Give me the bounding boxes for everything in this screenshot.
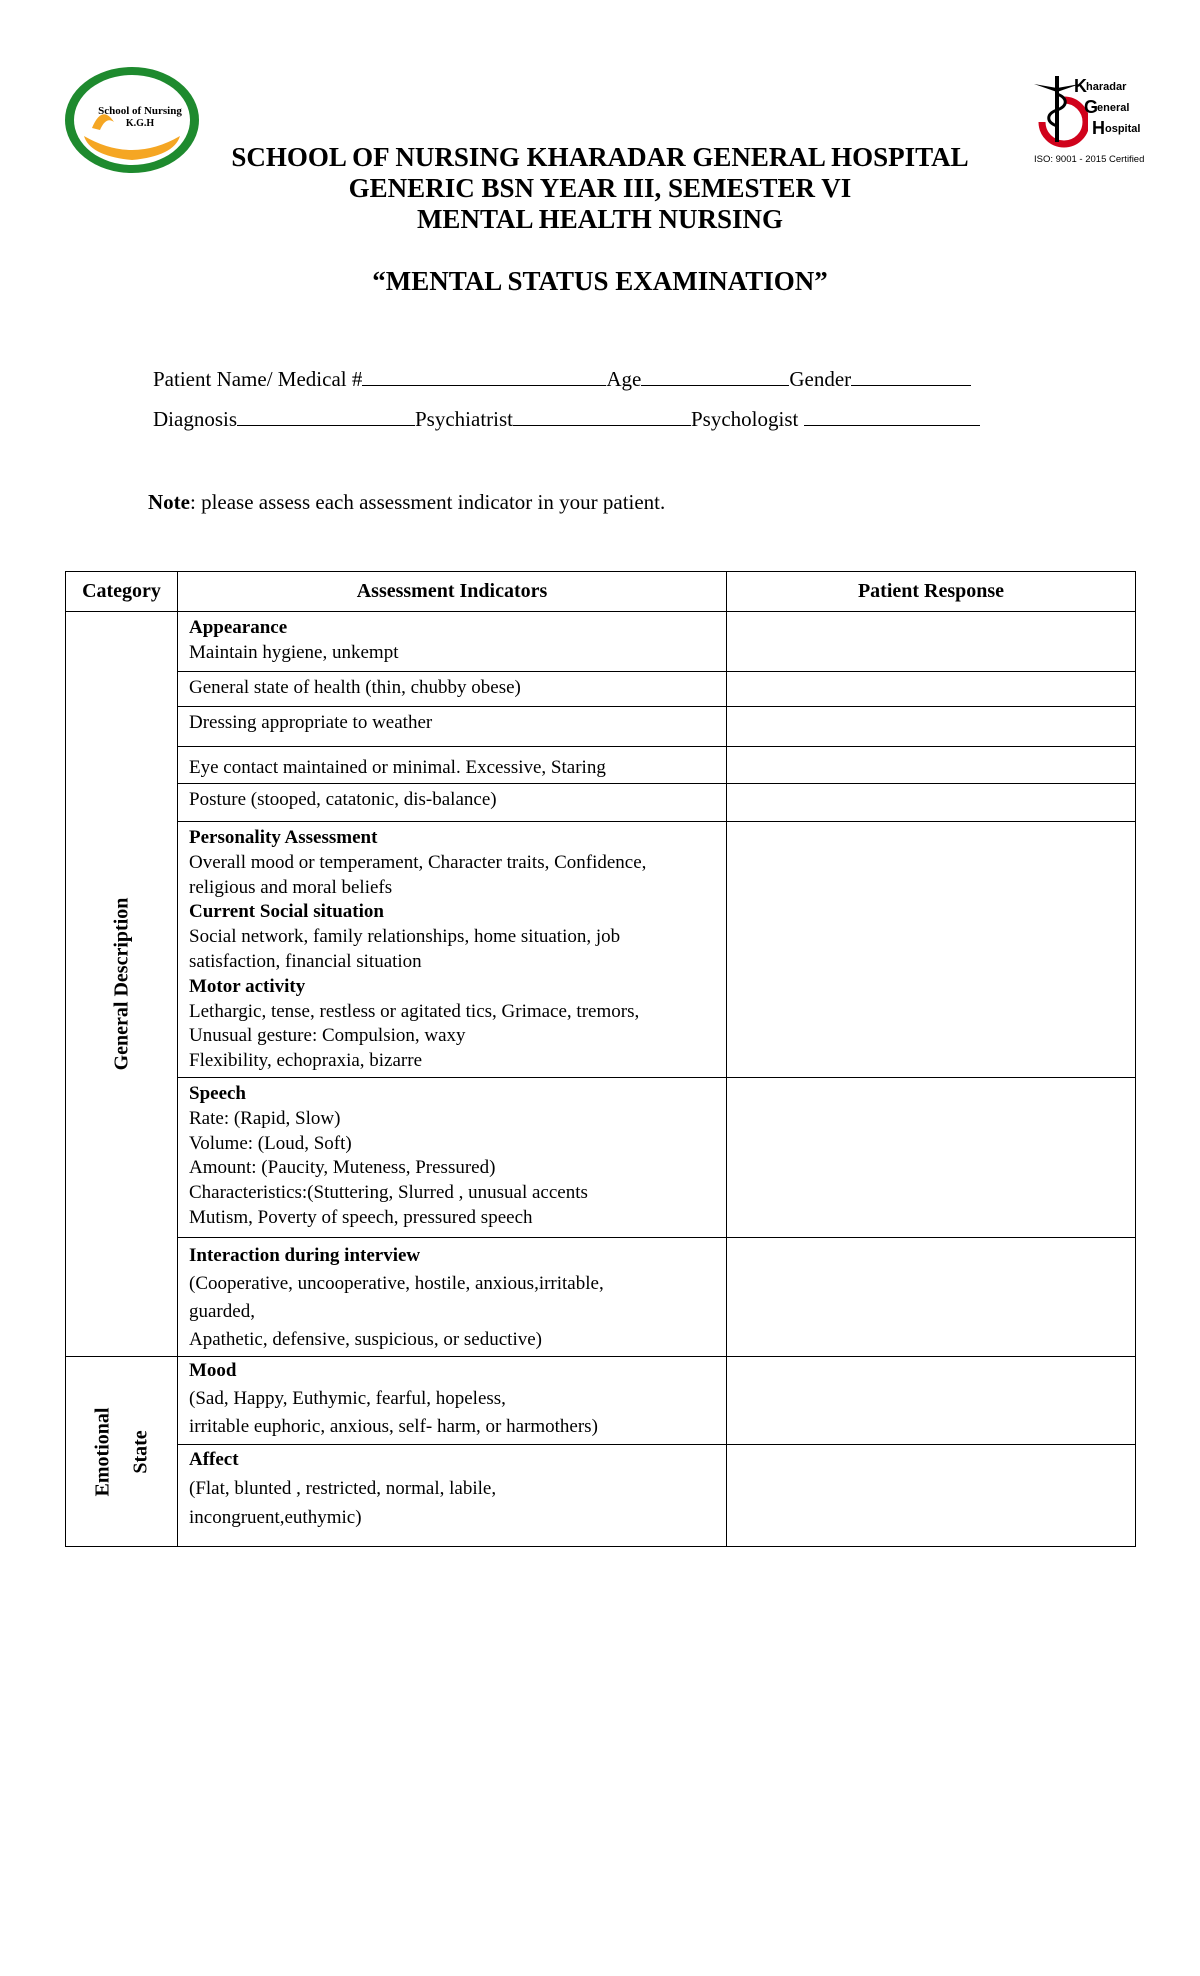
table-row bbox=[66, 612, 1136, 672]
indicator-cell bbox=[178, 1357, 727, 1445]
header-course: MENTAL HEALTH NURSING bbox=[416, 204, 784, 234]
indicator-cell bbox=[178, 1445, 727, 1547]
indicator-line: Dressing appropriate to weather bbox=[189, 712, 433, 733]
indicator-cell bbox=[178, 707, 727, 747]
document-title: “MENTAL STATUS EXAMINATION” bbox=[372, 266, 828, 296]
indicator-title: Personality Assessment bbox=[189, 827, 378, 848]
table-row bbox=[66, 1078, 1136, 1238]
category-general-label: General Description bbox=[110, 897, 132, 1071]
indicator-line: irritable euphoric, anxious, self- harm, or harmothers) bbox=[189, 1416, 598, 1437]
indicator-line: (Cooperative, uncooperative, hostile, anxious,irritable, bbox=[189, 1273, 604, 1294]
indicator-line: Lethargic, tense, restless or agitated tics, Grimace, tremors, bbox=[189, 1000, 640, 1022]
category-emotional-label-2: State bbox=[129, 1429, 151, 1474]
table-row bbox=[66, 707, 1136, 747]
indicator-line: Eye contact maintained or minimal. Excessive, Staring bbox=[189, 757, 606, 778]
indicator-line: Characteristics:(Stuttering, Slurred , unusual accents bbox=[189, 1182, 588, 1204]
logo-word-ospital: ospital bbox=[1105, 123, 1141, 135]
header-program: GENERIC BSN YEAR III, SEMESTER VI bbox=[348, 173, 852, 203]
logo-letter-k: K bbox=[1074, 76, 1087, 96]
response-cell[interactable] bbox=[727, 1078, 1136, 1238]
indicator-line: Rate: (Rapid, Slow) bbox=[189, 1107, 341, 1129]
indicator-line: Mutism, Poverty of speech, pressured speech bbox=[189, 1206, 533, 1228]
indicator-line: (Flat, blunted , restricted, normal, labile, bbox=[189, 1478, 497, 1499]
patient-name-label: Patient Name/ Medical # bbox=[153, 367, 363, 391]
indicator-line: incongruent,euthymic) bbox=[189, 1507, 362, 1528]
table-row bbox=[66, 784, 1136, 822]
patient-name-blank[interactable] bbox=[362, 365, 606, 386]
age-blank[interactable] bbox=[641, 365, 789, 386]
gender-label: Gender bbox=[789, 367, 852, 391]
note-label: Note bbox=[148, 490, 190, 514]
response-cell[interactable] bbox=[727, 707, 1136, 747]
patient-info-row-2 bbox=[153, 405, 980, 432]
response-cell[interactable] bbox=[727, 1445, 1136, 1547]
indicator-line: Apathetic, defensive, suspicious, or seductive) bbox=[189, 1329, 542, 1350]
indicator-cell bbox=[178, 1078, 727, 1238]
logo-letter-h: H bbox=[1092, 118, 1105, 138]
indicator-cell bbox=[178, 822, 727, 1078]
indicator-title: Speech bbox=[189, 1083, 246, 1104]
response-cell[interactable] bbox=[727, 822, 1136, 1078]
indicator-cell bbox=[178, 747, 727, 784]
table-row bbox=[66, 672, 1136, 707]
diagnosis-label: Diagnosis bbox=[153, 407, 237, 431]
psychiatrist-label: Psychiatrist bbox=[415, 407, 513, 431]
indicator-line: Overall mood or temperament, Character traits, Confidence, bbox=[189, 851, 647, 873]
iso-certification: ISO: 9001 - 2015 Certified bbox=[1034, 154, 1145, 165]
table-row bbox=[66, 1445, 1136, 1547]
table-row bbox=[66, 747, 1136, 784]
response-cell[interactable] bbox=[727, 1238, 1136, 1357]
logo-text-line2: K.G.H bbox=[125, 118, 155, 129]
response-cell[interactable] bbox=[727, 1357, 1136, 1445]
table-row bbox=[66, 822, 1136, 1078]
indicator-cell bbox=[178, 612, 727, 672]
psychiatrist-blank[interactable] bbox=[513, 405, 691, 426]
indicator-line: religious and moral beliefs bbox=[189, 876, 393, 898]
age-label: Age bbox=[606, 367, 642, 391]
logo-text-line1: School of Nursing bbox=[98, 105, 182, 117]
indicator-title: Current Social situation bbox=[189, 901, 384, 923]
patient-info-row-1 bbox=[153, 365, 971, 392]
indicator-title: Affect bbox=[189, 1449, 239, 1470]
response-header: Patient Response bbox=[727, 572, 1136, 612]
indicator-title: Motor activity bbox=[189, 975, 306, 997]
category-emotional-label-1: Emotional bbox=[91, 1407, 113, 1496]
logo-word-haradar: haradar bbox=[1086, 81, 1127, 93]
indicator-title: Interaction during interview bbox=[189, 1245, 421, 1266]
note-text: : please assess each assessment indicator in your patient. bbox=[189, 490, 666, 514]
indicator-line: Volume: (Loud, Soft) bbox=[189, 1132, 352, 1154]
table-header-row bbox=[66, 572, 1136, 612]
indicator-line: Maintain hygiene, unkempt bbox=[189, 641, 399, 663]
mental-status-table bbox=[65, 571, 1136, 1547]
response-cell[interactable] bbox=[727, 612, 1136, 672]
table-row bbox=[66, 1238, 1136, 1357]
indicator-cell bbox=[178, 672, 727, 707]
response-cell[interactable] bbox=[727, 747, 1136, 784]
indicator-title: Appearance bbox=[189, 617, 288, 638]
category-general-description bbox=[66, 612, 178, 1357]
indicator-line: Unusual gesture: Compulsion, waxy bbox=[189, 1025, 466, 1047]
psychologist-label: Psychologist bbox=[691, 407, 799, 431]
indicator-cell bbox=[178, 784, 727, 822]
indicator-line: Social network, family relationships, home situation, job bbox=[189, 926, 621, 948]
indicator-cell bbox=[178, 1238, 727, 1357]
psychologist-blank[interactable] bbox=[804, 405, 980, 426]
category-header: Category bbox=[66, 572, 178, 612]
diagnosis-blank[interactable] bbox=[237, 405, 415, 426]
table-row bbox=[66, 1357, 1136, 1445]
indicator-line: Flexibility, echopraxia, bizarre bbox=[189, 1050, 423, 1072]
indicator-line: Posture (stooped, catatonic, dis-balance) bbox=[189, 789, 497, 810]
response-cell[interactable] bbox=[727, 672, 1136, 707]
indicator-line: (Sad, Happy, Euthymic, fearful, hopeless, bbox=[189, 1388, 506, 1409]
logo-word-eneral: eneral bbox=[1097, 102, 1130, 114]
response-cell[interactable] bbox=[727, 784, 1136, 822]
indicator-title: Mood bbox=[189, 1360, 237, 1381]
indicator-line: satisfaction, financial situation bbox=[189, 950, 422, 972]
indicator-line: General state of health (thin, chubby obese) bbox=[189, 677, 521, 698]
category-emotional-state bbox=[66, 1357, 178, 1547]
assessment-note bbox=[148, 489, 665, 515]
header-school-name: SCHOOL OF NURSING KHARADAR GENERAL HOSPITAL bbox=[231, 142, 969, 172]
gender-blank[interactable] bbox=[851, 365, 971, 386]
indicator-line: Amount: (Paucity, Muteness, Pressured) bbox=[189, 1157, 496, 1179]
logo-letter-g: G bbox=[1084, 97, 1099, 117]
indicators-header: Assessment Indicators bbox=[178, 572, 727, 612]
indicator-line: guarded, bbox=[189, 1301, 255, 1322]
